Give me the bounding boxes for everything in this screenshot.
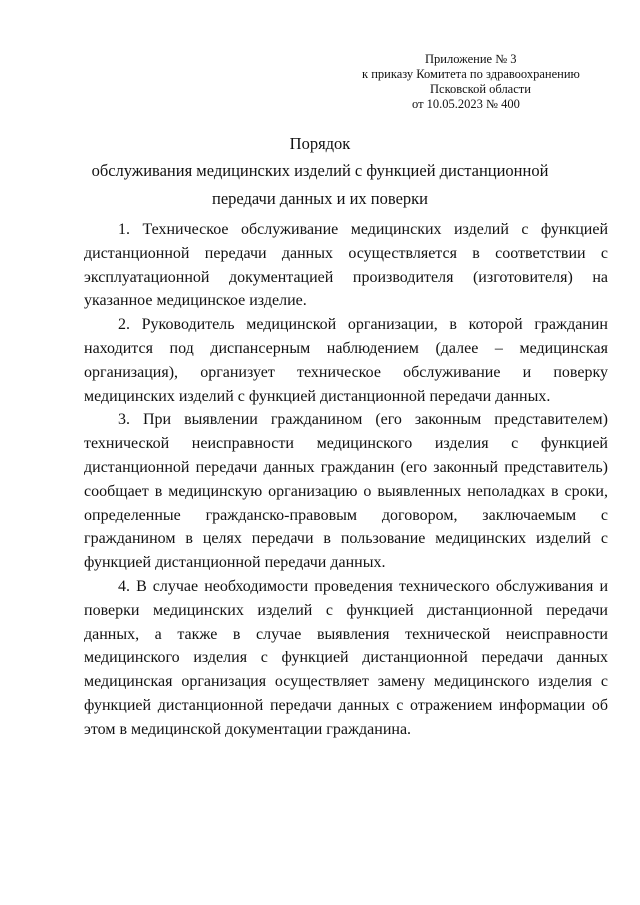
annex-order-reference: к приказу Комитета по здравоохранению bbox=[362, 67, 580, 81]
annex-header bbox=[360, 52, 620, 112]
title-line-3: передачи данных и их поверки bbox=[211, 189, 428, 208]
title-line-1: Порядок bbox=[289, 134, 351, 153]
paragraph-3: 3. При выявлении гражданином (его законным представителем) технической неисправности медицинского изделия с функцией дистанционной передачи данных гражданин (его законный представитель) сообщает в медицинскую организацию о выявленных неполадках в сроки, определенные гражданско-правовым договором, заключаемым с гражданином в целях передачи в пользование медицинских изделий с функцией дистанционной передачи данных. bbox=[84, 411, 608, 572]
paragraph-1: 1. Техническое обслуживание медицинских изделий с функцией дистанционной передачи данных осуществляется в соответствии с эксплуатационной документацией производителя (изготовителя) на указанное медицинское изделие. bbox=[84, 221, 608, 310]
title-line-2: обслуживания медицинских изделий с функцией дистанционной bbox=[91, 161, 549, 180]
annex-date-number: от 10.05.2023 № 400 bbox=[412, 97, 520, 111]
document-title bbox=[80, 133, 560, 210]
paragraph-4: 4. В случае необходимости проведения технического обслуживания и поверки медицинских изделий с функцией дистанционной передачи данных, а также в случае выявления технической неисправности медицинского изделия с функцией дистанционной передачи данных медицинская организация осуществляет замену медицинского изделия с функцией дистанционной передачи данных с отражением информации об этом в медицинской документации гражданина. bbox=[84, 577, 608, 738]
paragraph-2: 2. Руководитель медицинской организации, в которой гражданин находится под диспансерным наблюдением (далее – медицинская организация), организует техническое обслуживание и поверку медицинских изделий с функцией дистанционной передачи данных. bbox=[84, 316, 608, 405]
annex-number: Приложение № 3 bbox=[425, 52, 517, 66]
document-body bbox=[84, 218, 608, 742]
annex-region: Псковской области bbox=[430, 82, 531, 96]
